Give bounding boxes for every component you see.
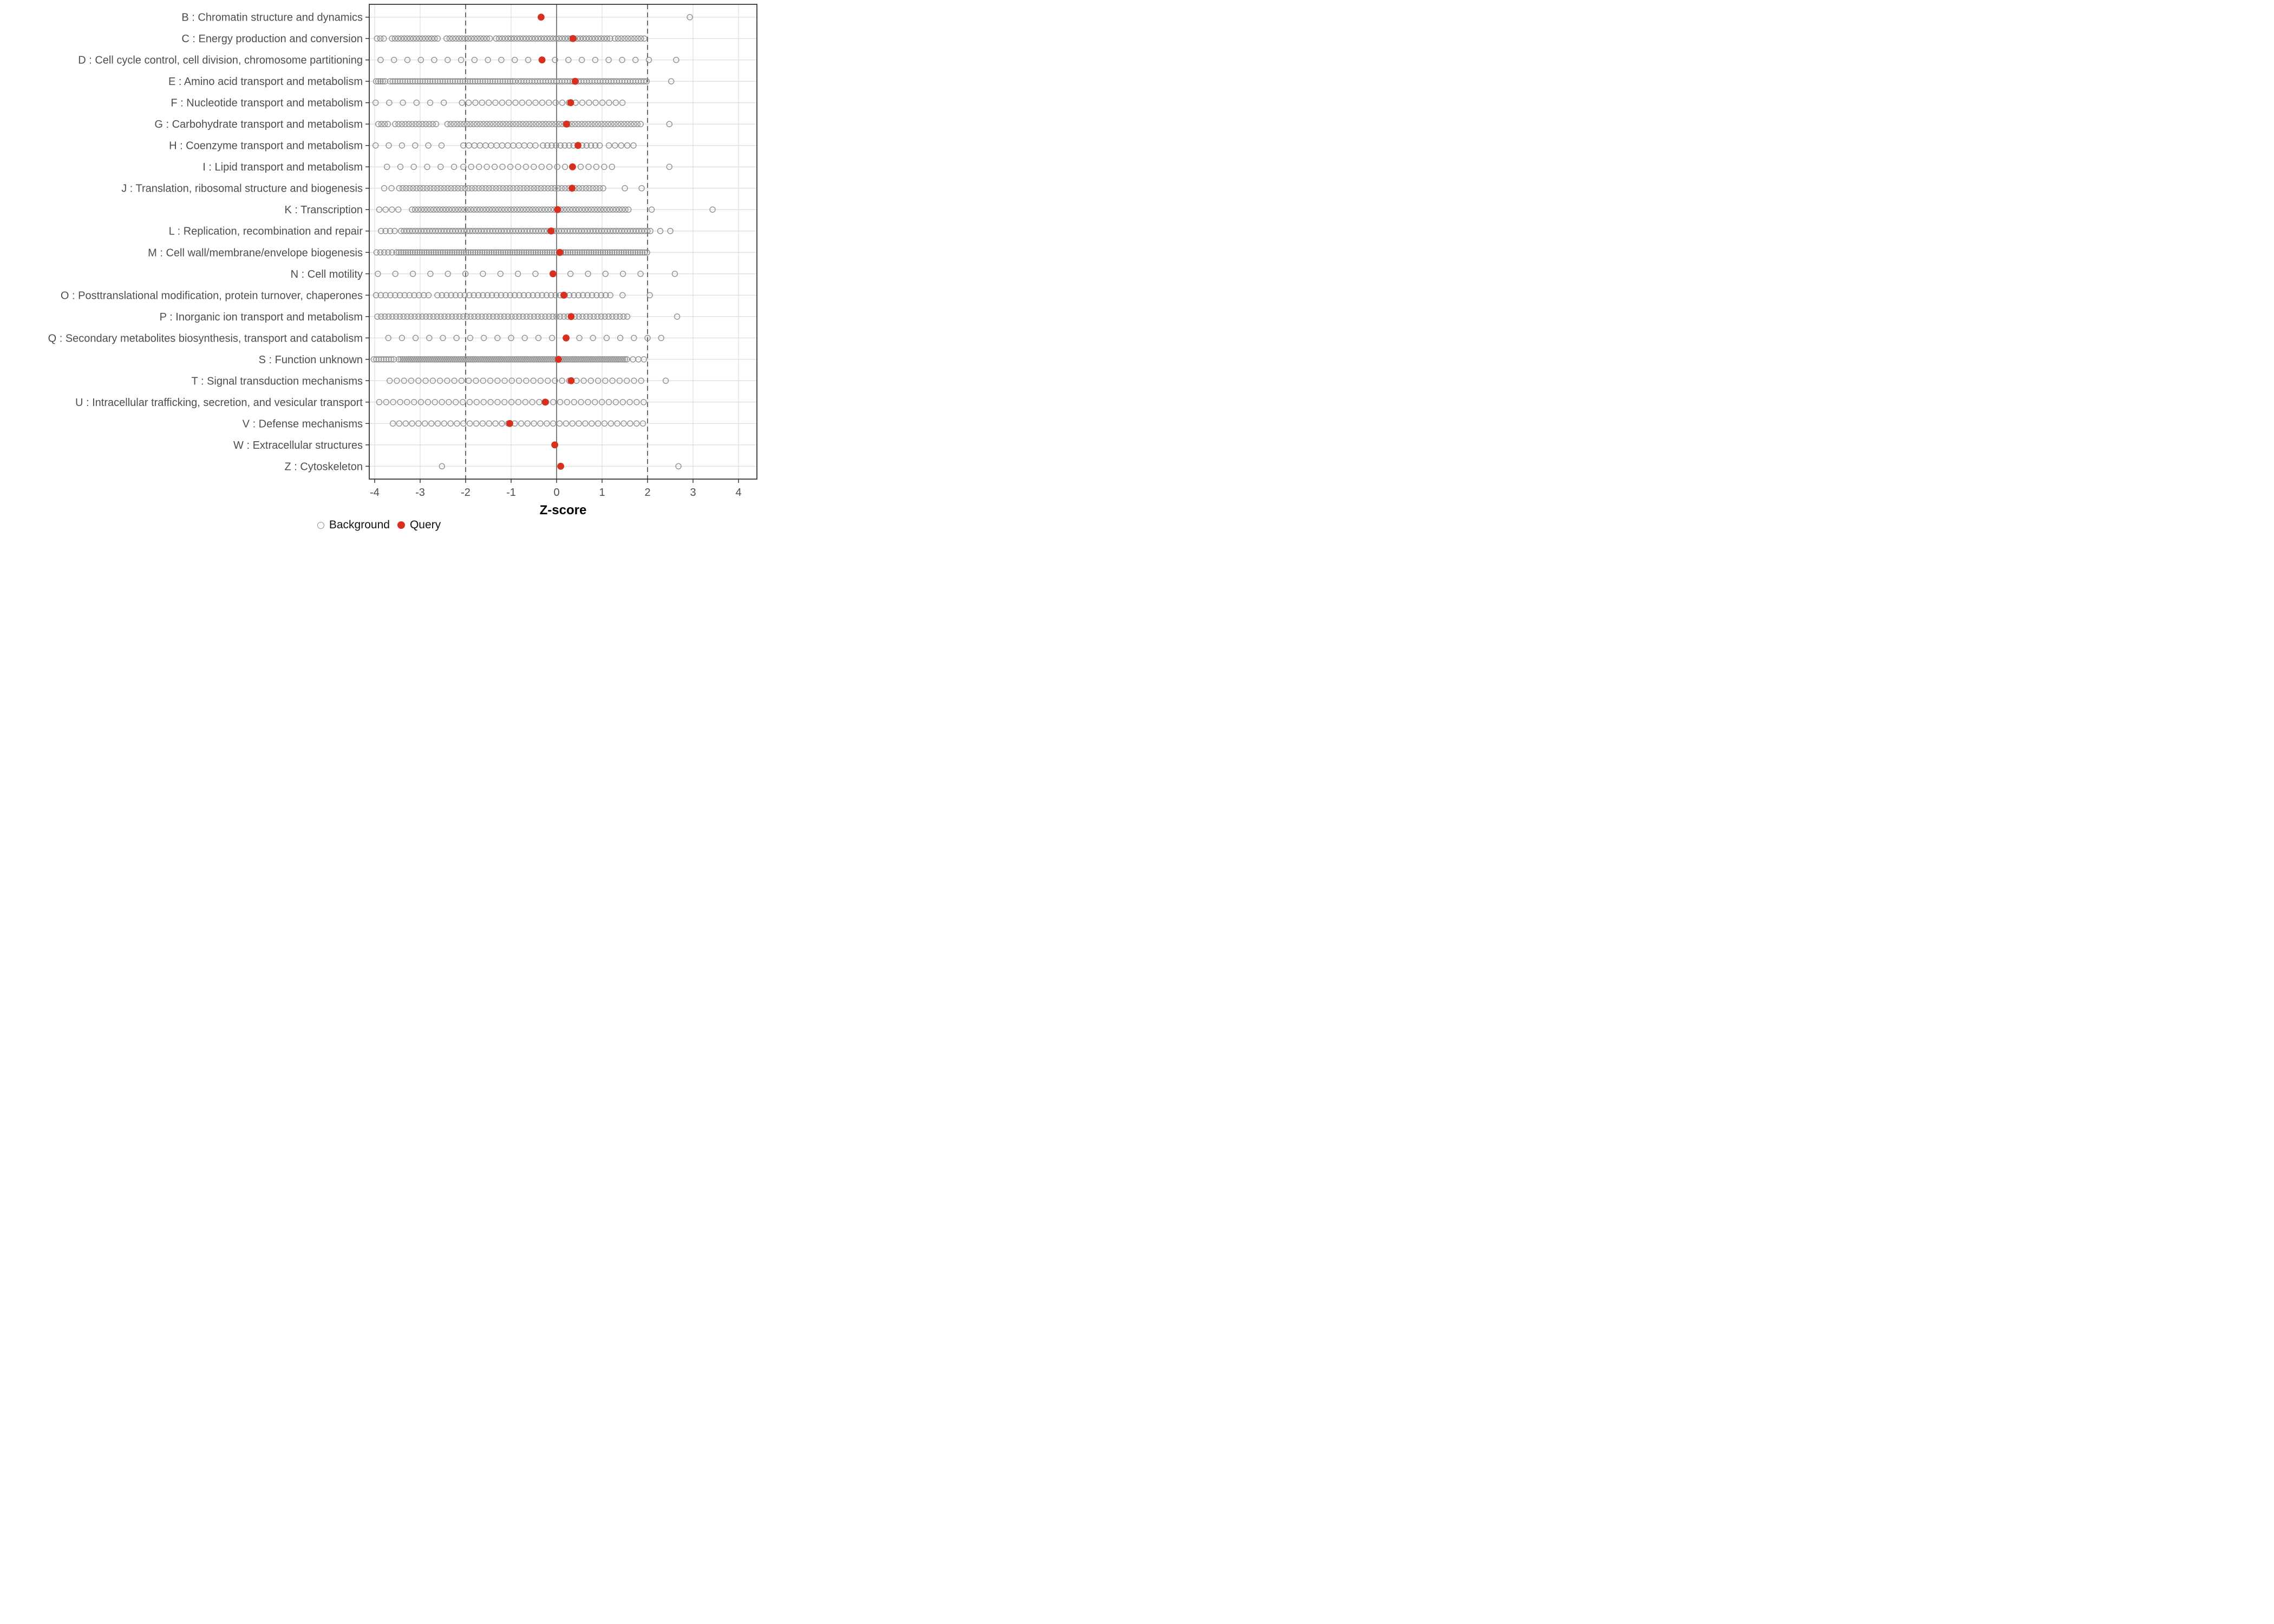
query-point bbox=[560, 292, 567, 299]
query-point bbox=[568, 185, 576, 192]
x-tick-label: 1 bbox=[599, 487, 605, 499]
category-label: D : Cell cycle control, cell division, chromosome partitioning bbox=[78, 54, 363, 67]
query-point bbox=[574, 142, 581, 149]
category-label: C : Energy production and conversion bbox=[181, 33, 363, 45]
category-label: U : Intracellular trafficking, secretion, and vesicular transport bbox=[75, 396, 363, 409]
category-label: F : Nucleotide transport and metabolism bbox=[171, 97, 363, 109]
x-tick-label: -4 bbox=[370, 487, 380, 499]
x-tick-label: 2 bbox=[644, 487, 651, 499]
x-tick-label: -1 bbox=[506, 487, 516, 499]
filled-circle-icon bbox=[397, 521, 405, 529]
x-tick-label: 4 bbox=[735, 487, 742, 499]
query-point bbox=[548, 227, 555, 234]
category-label: H : Coenzyme transport and metabolism bbox=[169, 140, 363, 152]
plot-canvas bbox=[0, 0, 758, 519]
category-label: M : Cell wall/membrane/envelope biogenesis bbox=[148, 247, 363, 259]
plot-panel bbox=[369, 4, 757, 479]
query-point bbox=[539, 56, 546, 63]
category-label: P : Inorganic ion transport and metabolism bbox=[159, 311, 363, 323]
x-tick-label: 3 bbox=[690, 487, 696, 499]
category-label: S : Function unknown bbox=[258, 353, 363, 366]
query-point bbox=[572, 78, 579, 85]
x-axis-title: Z-score bbox=[539, 503, 587, 518]
query-point bbox=[538, 14, 545, 21]
x-tick-label: -3 bbox=[415, 487, 425, 499]
query-point bbox=[555, 356, 562, 363]
category-label: N : Cell motility bbox=[290, 268, 363, 280]
category-label: O : Posttranslational modification, protein turnover, chaperones bbox=[60, 290, 363, 302]
legend-item-background bbox=[317, 519, 390, 532]
query-point bbox=[568, 377, 575, 384]
query-point bbox=[550, 270, 557, 277]
query-point bbox=[554, 206, 561, 213]
category-label: W : Extracellular structures bbox=[233, 439, 363, 451]
query-point bbox=[568, 313, 575, 320]
query-point bbox=[542, 398, 549, 405]
category-label: G : Carbohydrate transport and metabolism bbox=[154, 119, 363, 131]
cog-zscore-strip-plot bbox=[0, 0, 758, 541]
query-point bbox=[557, 463, 564, 470]
query-point bbox=[567, 99, 574, 106]
query-point bbox=[551, 441, 558, 448]
legend-label-query: Query bbox=[409, 519, 441, 531]
category-label: L : Replication, recombination and repair bbox=[168, 225, 363, 238]
x-tick-label: 0 bbox=[553, 487, 560, 499]
chart-legend bbox=[0, 519, 758, 532]
query-point bbox=[569, 163, 576, 171]
category-label: B : Chromatin structure and dynamics bbox=[181, 11, 363, 24]
category-label: J : Translation, ribosomal structure and biogenesis bbox=[121, 182, 363, 195]
query-point bbox=[563, 121, 570, 128]
category-label: V : Defense mechanisms bbox=[242, 418, 363, 430]
category-label: T : Signal transduction mechanisms bbox=[191, 375, 363, 388]
open-circle-icon bbox=[317, 522, 324, 529]
query-point bbox=[563, 335, 570, 342]
legend-item-query bbox=[397, 519, 441, 532]
category-label: I : Lipid transport and metabolism bbox=[202, 161, 363, 174]
category-label: K : Transcription bbox=[284, 204, 363, 217]
query-point bbox=[506, 420, 513, 427]
query-point bbox=[557, 249, 564, 256]
query-point bbox=[570, 35, 577, 42]
legend-label-background: Background bbox=[329, 519, 390, 531]
category-label: E : Amino acid transport and metabolism bbox=[168, 76, 363, 88]
category-label: Z : Cytoskeleton bbox=[284, 461, 363, 473]
category-label: Q : Secondary metabolites biosynthesis, transport and catabolism bbox=[48, 332, 363, 345]
x-tick-label: -2 bbox=[461, 487, 471, 499]
